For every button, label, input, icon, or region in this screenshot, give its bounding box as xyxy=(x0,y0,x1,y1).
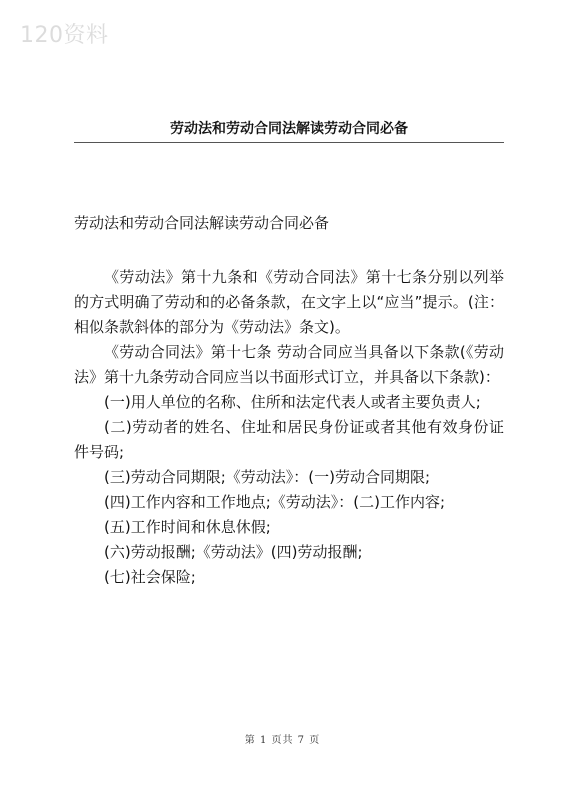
list-item: (四)工作内容和工作地点;《劳动法》：(二)工作内容; xyxy=(104,493,446,511)
paragraph: 《劳动合同法》第十七条 劳动合同应当具备以下条款(《劳动法》第十九条劳动合同应当以书面形式订立，并具备以下条款)： xyxy=(74,343,504,386)
list-item: (三)劳动合同期限;《劳动法》：(一)劳动合同期限; xyxy=(104,468,431,486)
watermark-logo: 120资料 xyxy=(20,23,109,48)
list-item: (五)工作时间和休息休假; xyxy=(104,518,271,536)
page-number: 第 1 页共 7 页 xyxy=(244,735,321,746)
document-title: 劳动法和劳动合同法解读劳动合同必备 xyxy=(74,214,330,232)
list-item: (一)用人单位的名称、住所和法定代表人或者主要负责人; xyxy=(104,393,481,411)
page-header-title: 劳动法和劳动合同法解读劳动合同必备 xyxy=(170,121,408,137)
header-divider xyxy=(74,142,504,143)
list-item: (二)劳动者的姓名、住址和居民身份证或者其他有效身份证件号码; xyxy=(74,418,504,461)
list-item: (六)劳动报酬;《劳动法》(四)劳动报酬; xyxy=(104,543,363,561)
paragraph: 《劳动法》第十九条和《劳动合同法》第十七条分别以列举的方式明确了劳动和的必备条款，在文字上以“应当”提示。(注：相似条款斜体的部分为《劳动法》条文)。 xyxy=(74,268,504,336)
list-item: (七)社会保险; xyxy=(104,568,196,586)
document-body xyxy=(74,265,504,590)
